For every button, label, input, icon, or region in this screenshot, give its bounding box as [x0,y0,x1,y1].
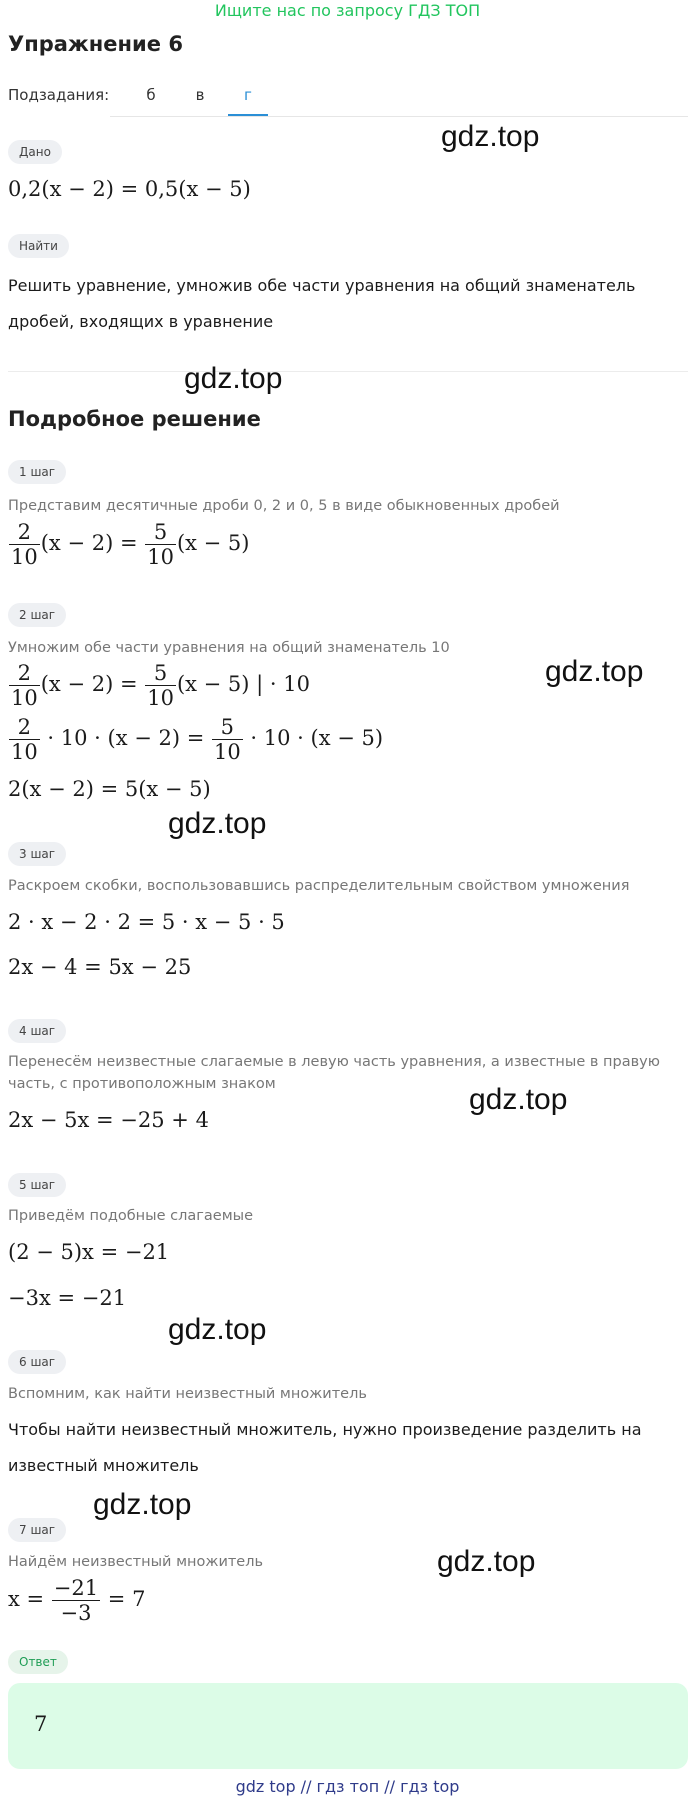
step-6-rule-line1: Чтобы найти неизвестный множитель, нужно произведение разделить на [8,1420,642,1439]
given-equation: 0,2(x − 2) = 0,5(x − 5) [8,177,251,201]
watermark: gdz.top [441,120,540,153]
divider [8,371,688,372]
step-2-equation-3: 2(x − 2) = 5(x − 5) [8,777,211,801]
fraction: $\frac{2}{10}$ [11,661,38,710]
step-5-text: Приведём подобные слагаемые [8,1208,253,1224]
step-7-text: Найдём неизвестный множитель [8,1554,264,1570]
tab-g[interactable]: г [244,86,252,104]
step-2-equation-1: $\frac{2}{10}$ (x − 2) = $\frac{5}{10}$ (x − 5) | · 10 [11,661,310,710]
tab-b[interactable]: б [146,86,156,104]
active-tab-indicator [228,114,268,116]
solution-title: Подробное решение [8,407,261,431]
answer-pill: Ответ [8,1650,68,1674]
step-2-equation-2: $\frac{2}{10}$ · 10 · (x − 2) = $\frac{5}{10}$ · 10 · (x − 5) [11,715,384,764]
step-7-pill: 7 шаг [8,1518,66,1542]
step-1-pill: 1 шаг [8,460,66,484]
step-3-pill: 3 шаг [8,842,66,866]
step-4-equation: 2x − 5x = −25 + 4 [8,1108,209,1132]
tabs-divider [110,116,688,117]
step-6-rule-line2: известный множитель [8,1456,199,1475]
step-5-equation-2: −3x = −21 [8,1286,127,1310]
step-4-text-line1: Перенесём неизвестные слагаемые в левую часть уравнения, а известные в правую [8,1054,660,1070]
fraction: $\frac{-21}{-3}$ [53,1576,99,1625]
step-6-pill: 6 шаг [8,1350,66,1374]
given-pill: Дано [8,140,62,164]
watermark: gdz.top [168,1313,267,1346]
watermark: gdz.top [168,807,267,840]
watermark: gdz.top [93,1488,192,1521]
step-3-equation-2: 2x − 4 = 5x − 25 [8,955,192,979]
subtasks-label: Подзадания: [8,86,110,104]
answer-value: 7 [34,1712,48,1736]
fraction: $\frac{5}{10}$ [214,715,241,764]
find-text-line1: Решить уравнение, умножив обе части уравнения на общий знаменатель [8,276,636,295]
page-title: Упражнение 6 [8,32,183,56]
step-3-equation-1: 2 · x − 2 · 2 = 5 · x − 5 · 5 [8,910,285,934]
watermark: gdz.top [545,655,644,688]
fraction: $\frac{2}{10}$ [11,715,38,764]
answer-box [8,1683,688,1769]
step-2-text: Умножим обе части уравнения на общий знаменатель 10 [8,640,450,656]
step-4-pill: 4 шаг [8,1019,66,1043]
fraction: $\frac{5}{10}$ [147,520,174,569]
footer-links[interactable]: gdz top // гдз топ // гдз top [235,1777,460,1796]
find-text-line2: дробей, входящих в уравнение [8,312,274,331]
step-5-pill: 5 шаг [8,1173,66,1197]
fraction: $\frac{5}{10}$ [147,661,174,710]
fraction: $\frac{2}{10}$ [11,520,38,569]
step-2-pill: 2 шаг [8,603,66,627]
step-1-equation: $\frac{2}{10}$ (x − 2) = $\frac{5}{10}$ (x − 5) [11,520,250,569]
tab-v[interactable]: в [195,86,205,104]
step-1-text: Представим десятичные дроби 0, 2 и 0, 5 в виде обыкновенных дробей [8,498,560,514]
search-banner: Ищите нас по запросу ГДЗ ТОП [214,1,481,20]
step-3-text: Раскроем скобки, воспользовавшись распределительным свойством умножения [8,878,630,894]
find-pill: Найти [8,234,69,258]
step-4-text-line2: часть, с противоположным знаком [8,1076,276,1092]
step-5-equation-1: (2 − 5)x = −21 [8,1240,170,1264]
watermark: gdz.top [184,362,283,395]
watermark: gdz.top [469,1083,568,1116]
watermark: gdz.top [437,1545,536,1578]
step-6-text: Вспомним, как найти неизвестный множитель [8,1386,367,1402]
step-7-equation: x = $\frac{-21}{-3}$ = 7 [8,1576,146,1625]
